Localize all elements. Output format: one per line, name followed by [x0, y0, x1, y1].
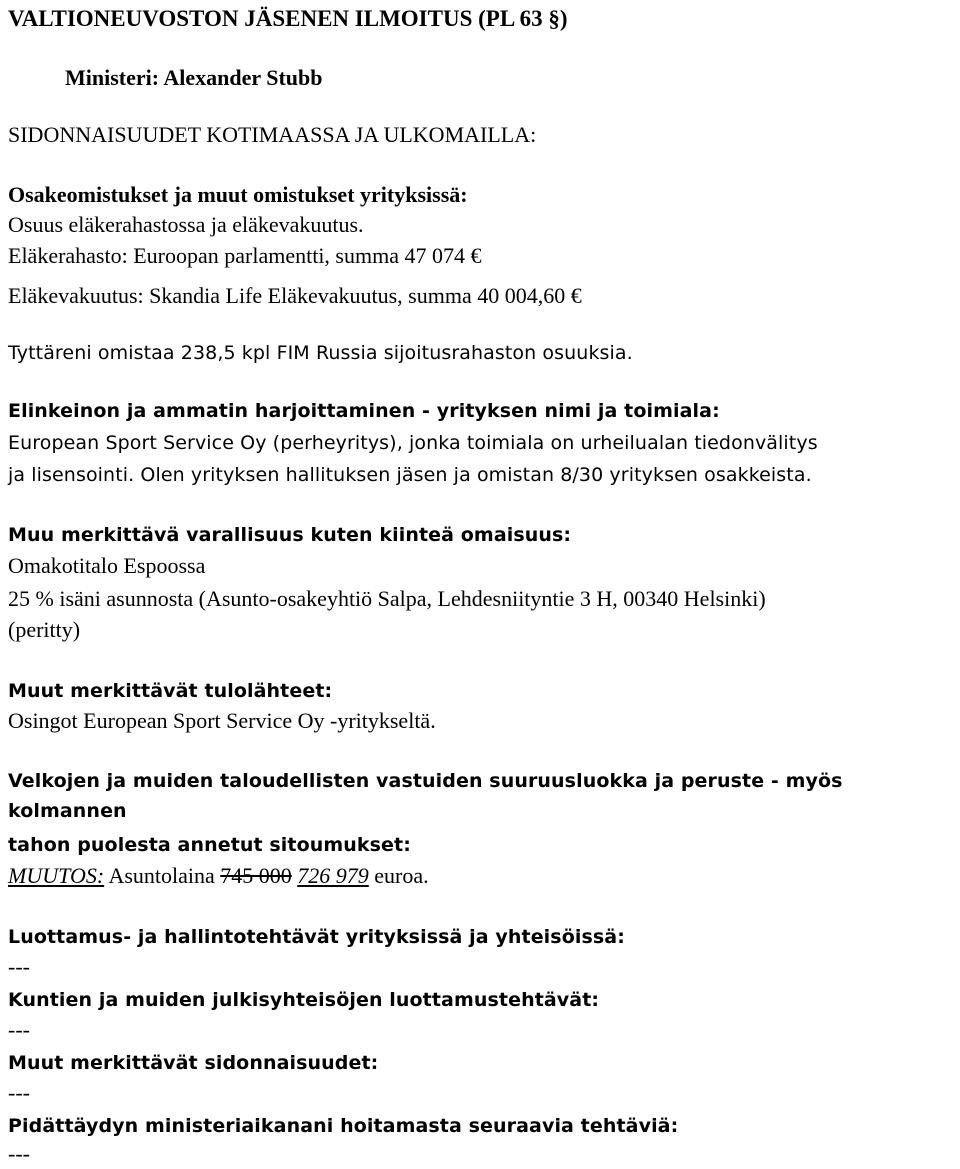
business-line: European Sport Service Oy (perheyritys), jonka toimiala on urheilualan tiedonvälitys: [8, 432, 818, 454]
municipal-heading: Kuntien ja muiden julkisyhteisöjen luottamustehtävät:: [8, 989, 600, 1011]
business-line: ja lisensointi. Olen yrityksen hallituksen jäsen ja omistan 8/30 yrityksen osakkeista.: [8, 464, 812, 486]
trust-heading: Luottamus- ja hallintotehtävät yrityksissä ja yhteisöissä:: [8, 926, 625, 948]
currency: euroa.: [368, 863, 429, 888]
other-ties-heading: Muut merkittävät sidonnaisuudet:: [8, 1052, 379, 1074]
minister-name: Ministeri: Alexander Stubb: [65, 65, 323, 90]
shares-line: Eläkevakuutus: Skandia Life Eläkevakuutus, summa 40 004,60 €: [8, 283, 582, 308]
debts-heading: Velkojen ja muiden taloudellisten vastuiden suuruusluokka ja peruste - myös: [8, 770, 843, 792]
change-label: MUUTOS:: [8, 863, 105, 888]
debts-line: [8, 861, 429, 891]
shares-line: Osuus eläkerahastossa ja eläkevakuutus.: [8, 212, 364, 237]
property-heading: Muu merkittävä varallisuus kuten kiinteä omaisuus:: [8, 524, 572, 546]
debts-heading: tahon puolesta annetut sitoumukset:: [8, 834, 411, 856]
business-heading: Elinkeinon ja ammatin harjoittaminen - yrityksen nimi ja toimiala:: [8, 400, 720, 422]
other-ties-value: ---: [8, 1080, 30, 1105]
income-heading: Muut merkittävät tulolähteet:: [8, 680, 333, 702]
shares-line: Eläkerahasto: Euroopan parlamentti, summa 47 074 €: [8, 243, 482, 268]
property-line: 25 % isäni asunnosta (Asunto-osakeyhtiö Salpa, Lehdesniityntie 3 H, 00340 Helsinki): [8, 586, 766, 611]
shares-line: Tyttäreni omistaa 238,5 kpl FIM Russia sijoitusrahaston osuuksia.: [8, 342, 633, 364]
shares-heading: Osakeomistukset ja muut omistukset yrityksissä:: [8, 182, 468, 207]
old-amount: 745 000: [220, 863, 292, 888]
refrain-heading: Pidättäydyn ministeriaikanani hoitamasta seuraavia tehtäviä:: [8, 1115, 679, 1137]
property-line: Omakotitalo Espoossa: [8, 553, 206, 578]
document-title: VALTIONEUVOSTON JÄSENEN ILMOITUS (PL 63 §): [8, 6, 568, 31]
trust-value: ---: [8, 954, 30, 979]
municipal-value: ---: [8, 1017, 30, 1042]
income-line: Osingot European Sport Service Oy -yritykseltä.: [8, 708, 436, 733]
new-amount: 726 979: [297, 863, 369, 888]
loan-text: Asuntolaina: [104, 863, 221, 888]
property-line: (peritty): [8, 617, 81, 642]
debts-heading: kolmannen: [8, 800, 127, 822]
refrain-value: ---: [8, 1141, 30, 1166]
section-heading-ties: SIDONNAISUUDET KOTIMAASSA JA ULKOMAILLA:: [8, 122, 537, 147]
